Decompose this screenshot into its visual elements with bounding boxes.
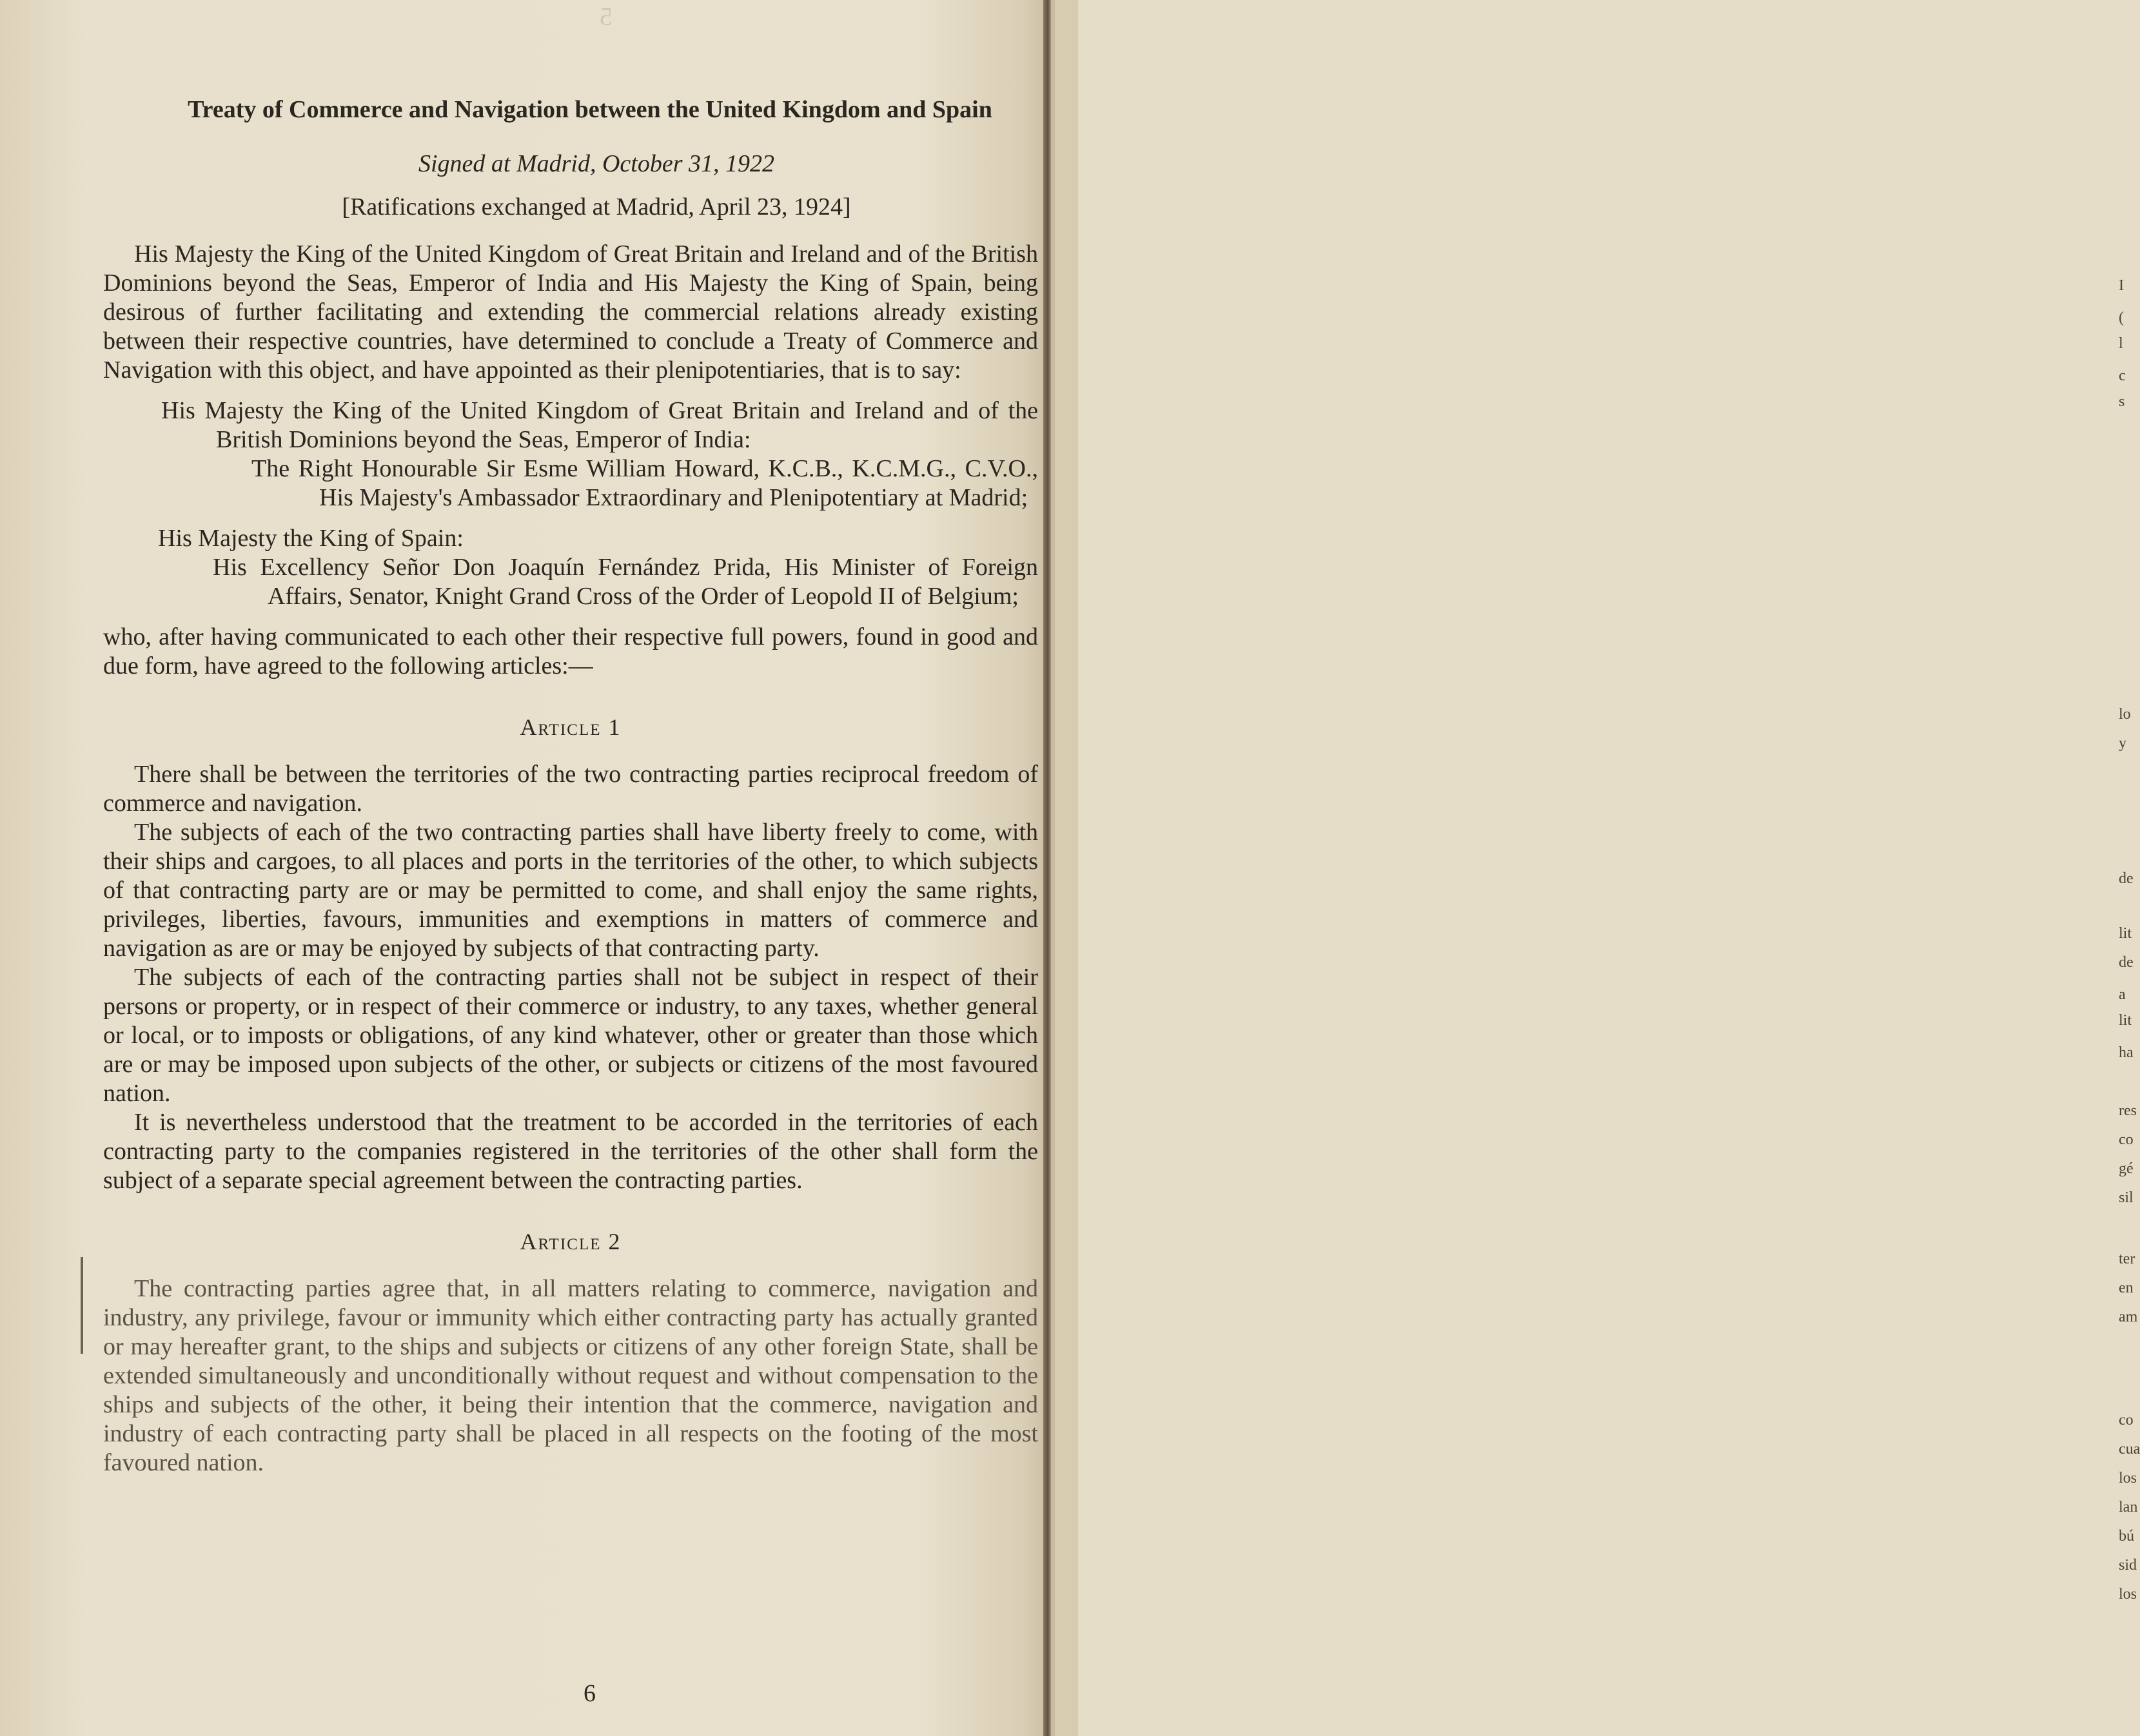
edge-fragment: sil xyxy=(2119,1189,2134,1206)
edge-fragment: los xyxy=(2119,1470,2137,1487)
preamble-closing: who, after having communicated to each other their respective full powers, found in good and due form, have agreed to the following articles:— xyxy=(103,623,1038,679)
edge-fragment: y xyxy=(2119,735,2126,752)
bleed-through-page-number: 5 xyxy=(600,2,613,31)
edge-fragment: en xyxy=(2119,1280,2134,1296)
edge-fragment: gé xyxy=(2119,1160,2134,1177)
edge-fragment: cua xyxy=(2119,1441,2140,1458)
margin-pencil-mark xyxy=(81,1257,83,1354)
edge-fragment: de xyxy=(2119,870,2134,887)
edge-fragment: a xyxy=(2119,986,2126,1003)
party-uk: His Majesty the King of the United Kingdom of Great Britain and Ireland and of the British Dominions beyond the Seas, Emperor of India: xyxy=(161,397,1038,453)
signed-line: Signed at Madrid, October 31, 1922 xyxy=(418,150,774,177)
edge-fragment: c xyxy=(2119,367,2126,384)
edge-fragment: ha xyxy=(2119,1044,2134,1061)
article-1-paragraph: The subjects of each of the contracting parties shall not be subject in respect of their persons or property, or in respect of their commerce or industry, to any taxes, whether general or local, or to imposts or obligations, of any kind whatever, other or greater than those which are or may be imposed upon subjects of the other, or subjects or citizens of the most favoured nation. xyxy=(103,964,1038,1107)
edge-fragment: ter xyxy=(2119,1251,2135,1267)
edge-fragment: lit xyxy=(2119,1012,2132,1029)
article-1-heading: Article 1 xyxy=(520,714,622,740)
preamble-paragraph: His Majesty the King of the United Kingdom of Great Britain and Ireland and of the British Dominions beyond the Seas, Emperor of India and His Majesty the King of Spain, being desirous of further facilitating and extending the commercial relations already existing between their respective countries, have determined to conclude a Treaty of Commerce and Navigation with this object, and have appointed as their plenipotentiaries, that is to say: xyxy=(103,240,1038,384)
edge-fragment: lan xyxy=(2119,1499,2138,1516)
article-1-paragraph: There shall be between the territories of the two contracting parties reciprocal freedom of commerce and navigation. xyxy=(103,761,1038,817)
edge-fragment: I xyxy=(2119,277,2124,294)
edge-fragment: co xyxy=(2119,1412,2134,1429)
treaty-title: Treaty of Commerce and Navigation between the United Kingdom and Spain xyxy=(188,96,992,123)
page-content xyxy=(103,95,1038,1478)
edge-fragment: los xyxy=(2119,1586,2137,1603)
ratifications-line: [Ratifications exchanged at Madrid, April 23, 1924] xyxy=(342,193,851,220)
edge-fragment: l xyxy=(2119,335,2123,352)
page-number: 6 xyxy=(584,1680,596,1707)
edge-fragment: sid xyxy=(2119,1557,2137,1574)
edge-fragment: am xyxy=(2119,1309,2138,1325)
plenipotentiary-spain: His Excellency Señor Don Joaquín Fernández Prida, His Minister of Foreign Affairs, Senator, Knight Grand Cross of the Order of Leopold II of Belgium; xyxy=(213,554,1038,610)
edge-fragment: lit xyxy=(2119,925,2132,942)
edge-fragment: ( xyxy=(2119,309,2124,326)
edge-fragment: bú xyxy=(2119,1528,2134,1545)
article-1-paragraph: It is nevertheless understood that the treatment to be accorded in the territories of each contracting party to the companies registered in the territories of the other shall form the subject of a separate special agreement between the contracting parties. xyxy=(103,1109,1038,1194)
article-1-paragraph: The subjects of each of the two contracting parties shall have liberty freely to come, with their ships and cargoes, to all places and ports in the territories of the other, to which subjects of that contracting party are or may be permitted to come, and shall enjoy the same rights, privileges, liberties, favours, immunities and exemptions in matters of commerce and navigation as are or may be enjoyed by subjects of that contracting party. xyxy=(103,819,1038,962)
edge-fragment: res xyxy=(2119,1102,2137,1119)
book-binding xyxy=(1043,0,1051,1736)
edge-fragment: co xyxy=(2119,1131,2134,1148)
edge-fragment: lo xyxy=(2119,706,2131,723)
edge-fragment: de xyxy=(2119,954,2134,971)
plenipotentiary-uk: The Right Honourable Sir Esme William Howard, K.C.B., K.C.M.G., C.V.O., His Majesty's Ambassador Extraordinary and Plenipotentiary at Madrid; xyxy=(251,455,1038,511)
article-2-heading: Article 2 xyxy=(520,1229,622,1254)
edge-fragment: s xyxy=(2119,393,2125,410)
bleed-through-text xyxy=(103,61,1006,92)
party-spain: His Majesty the King of Spain: xyxy=(158,525,464,552)
article-2-paragraph: The contracting parties agree that, in all matters relating to commerce, navigation and industry, any privilege, favour or immunity which either contracting party has actually granted or may hereafter grant, to the ships and subjects or citizens of any other foreign State, shall be extended simultaneously and unconditionally without request and without compensation to the ships and subjects of the other, it being their intention that the commerce, navigation and industry of each contracting party shall be placed in all respects on the footing of the most favoured nation. xyxy=(103,1275,1038,1476)
facing-page-edge xyxy=(1055,0,2140,1736)
